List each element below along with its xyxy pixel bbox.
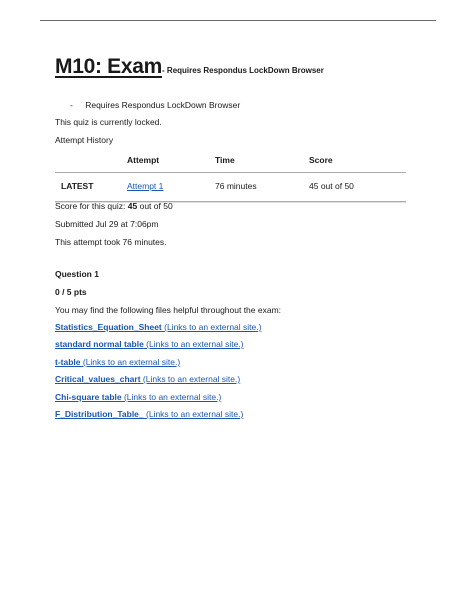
table-row: [55, 172, 406, 202]
score-suffix: out of 50: [137, 201, 173, 211]
link-note: (Links to an external site.): [121, 392, 222, 402]
row-label: LATEST: [61, 181, 94, 191]
page-title: [55, 55, 324, 79]
link-statistics-equation-sheet[interactable]: [55, 322, 261, 332]
link-name: F_Distribution_Table_: [55, 409, 144, 419]
link-note: (Links to an external site.): [80, 357, 181, 367]
score-prefix: Score for this quiz:: [55, 201, 128, 211]
link-note: (Links to an external site.): [140, 374, 241, 384]
requirement-bullet: [70, 100, 240, 110]
score-value: 45: [127, 201, 138, 211]
submitted-time: Submitted Jul 29 at 7:06pm: [55, 219, 159, 229]
row-time: 76 minutes: [215, 181, 257, 191]
link-name: Critical_values_chart: [55, 374, 141, 384]
question-points: 0 / 5 pts: [55, 287, 87, 297]
bullet-mark: -: [70, 100, 73, 110]
table-header: [55, 152, 406, 172]
link-critical-values-chart[interactable]: [55, 374, 240, 384]
requirement-text: Requires Respondus LockDown Browser: [85, 100, 241, 110]
link-t-table[interactable]: [55, 357, 180, 367]
link-name: Chi-square table: [55, 392, 122, 402]
link-note: (Links to an external site.): [143, 339, 244, 349]
row-score: 45 out of 50: [309, 181, 354, 191]
link-name: standard normal table: [55, 339, 144, 349]
exam-subtitle: - Requires Respondus LockDown Browser: [162, 66, 324, 75]
header-time: Time: [215, 155, 235, 165]
header-attempt: Attempt: [127, 155, 160, 165]
attempt-duration: This attempt took 76 minutes.: [55, 237, 167, 247]
top-divider: [40, 20, 436, 21]
attempt-1-link[interactable]: Attempt 1: [127, 181, 164, 191]
link-standard-normal-table[interactable]: [55, 339, 244, 349]
question-label: Question 1: [55, 269, 99, 279]
link-name: Statistics_Equation_Sheet: [55, 322, 162, 332]
attempt-history-table: [55, 152, 406, 202]
link-chi-square-table[interactable]: [55, 392, 221, 402]
link-note: (Links to an external site.): [161, 322, 262, 332]
header-score: Score: [309, 155, 333, 165]
link-note: (Links to an external site.): [143, 409, 244, 419]
question-intro: You may find the following files helpful throughout the exam:: [55, 305, 282, 315]
attempt-history-heading: Attempt History: [55, 135, 114, 145]
locked-status: This quiz is currently locked.: [55, 117, 162, 127]
link-name: t-table: [55, 357, 81, 367]
link-f-distribution-table[interactable]: [55, 409, 243, 419]
exam-title: M10: Exam: [55, 55, 163, 78]
quiz-score: [55, 201, 173, 211]
